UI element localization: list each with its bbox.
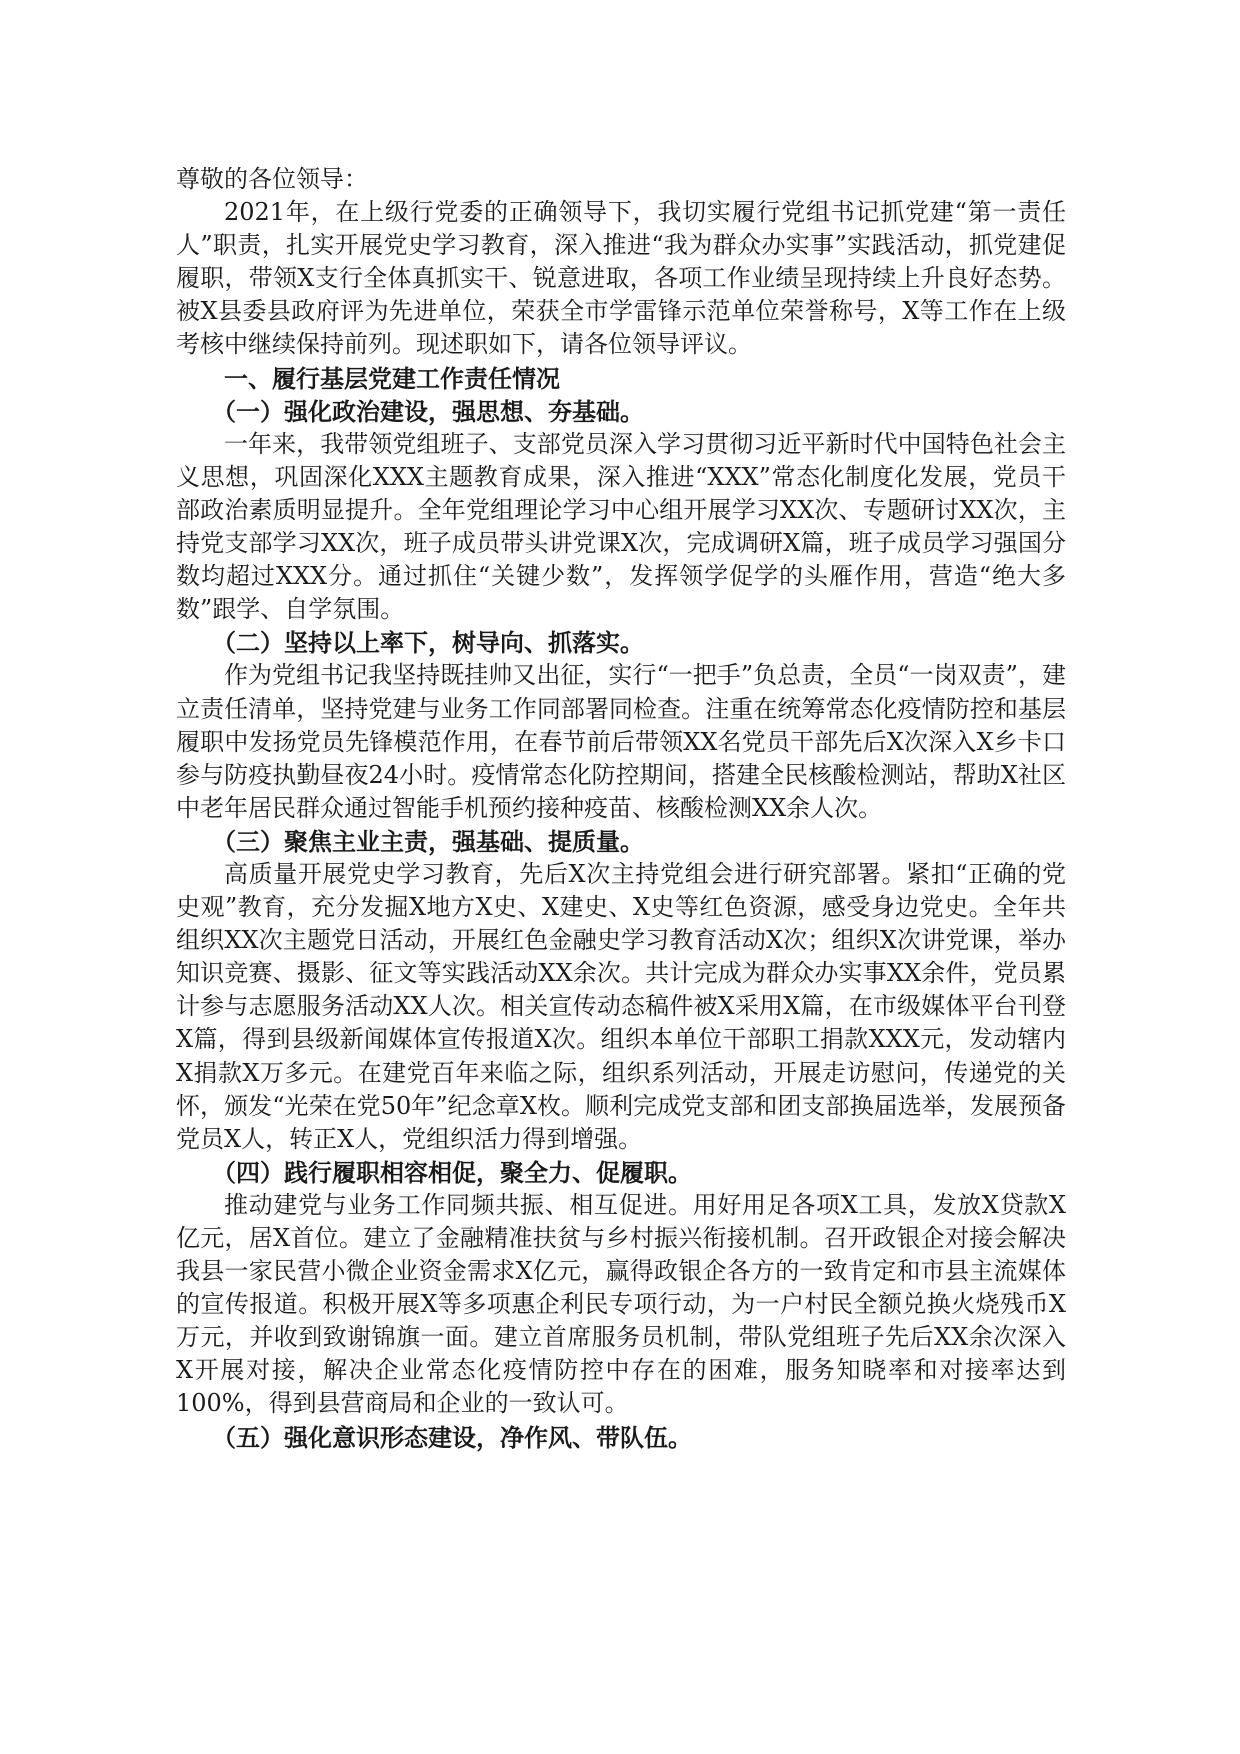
body-paragraph: 一年来，我带领党组班子、支部党员深入学习贯彻习近平新时代中国特色社会主义思想，巩固深化XXX主题教育成果，深入推进“XXX”常态化制度化发展，党员干部政治素质明显提升。全年党组理论学习中心组开展学习XX次、专题研讨XX次，主持党支部学习XX次，班子成员带头讲党课X次，完成调研X篇，班子成员学习强国分数均超过XXX分。通过抓住“关键少数”，发挥领学促学的头雁作用，营造“绝大多数”跟学、自学氛围。 bbox=[176, 429, 1066, 624]
body-paragraph: 高质量开展党史学习教育，先后X次主持党组会进行研究部署。紧扣“正确的党史观”教育，充分发掘X地方X史、X建史、X史等红色资源，感受身边党史。全年共组织XX次主题党日活动，开展红色金融史学习教育活动X次；组织X次讲党课，举办知识竞赛、摄影、征文等实践活动XX余次。共计完成为群众办实事XX余件，党员累计参与志愿服务活动XX人次。相关宣传动态稿件被X采用X篇，在市级媒体平台刊登X篇，得到县级新闻媒体宣传报道X次。组织本单位干部职工捐款XXX元，发动辖内X捐款X万多元。在建党百年来临之际，组织系列活动，开展走访慰问，传递党的关怀，颁发“光荣在党50年”纪念章X枚。顺利完成党支部和团支部换届选举，发展预备党员X人，转正X人，党组织活力得到增强。 bbox=[176, 859, 1066, 1153]
body-paragraph: 作为党组书记我坚持既挂帅又出征，实行“一把手”负总责，全员“一岗双责”，建立责任清单，坚持党建与业务工作同部署同检查。注重在统筹常态化疫情防控和基层履职中发扬党员先锋模范作用，在春节前后带领XX名党员干部先后X次深入X乡卡口参与防疫执勤昼夜24小时。疫情常态化防控期间，搭建全民核酸检测站，帮助X社区中老年居民群众通过智能手机预约接种疫苗、核酸检测XX余人次。 bbox=[176, 661, 1066, 822]
subsection-heading: （二）坚持以上率下，树导向、抓落实。 bbox=[212, 628, 644, 658]
subsection-heading: （一）强化政治建设，强思想、夯基础。 bbox=[212, 396, 644, 426]
salutation: 尊敬的各位领导： bbox=[176, 165, 368, 193]
document-page bbox=[176, 163, 1066, 1454]
body-paragraph: 推动建党与业务工作同频共振、相互促进。用好用足各项X工具，发放X贷款X亿元，居X首位。建立了金融精准扶贫与乡村振兴衔接机制。召开政银企对接会解决我县一家民营小微企业资金需求X亿元，赢得政银企各方的一致肯定和市县主流媒体的宣传报道。积极开展X等多项惠企利民专项行动，为一户村民全额兑换火烧残币X万元，并收到致谢锦旗一面。建立首席服务员机制，带队党组班子先后XX余次深入X开展对接，解决企业常态化疫情防控中存在的困难，服务知晓率和对接率达到100%，得到县营商局和企业的一致认可。 bbox=[176, 1190, 1066, 1418]
subsection-heading: （四）践行履职相容相促，聚全力、促履职。 bbox=[212, 1157, 692, 1187]
subsection-heading: （五）强化意识形态建设，净作风、带队伍。 bbox=[212, 1422, 692, 1452]
intro-paragraph: 2021年，在上级行党委的正确领导下，我切实履行党组书记抓党建“第一责任人”职责，扎实开展党史学习教育，深入推进“我为群众办实事”实践活动，抓党建促履职，带领X支行全体真抓实干、锐意进取，各项工作业绩呈现持续上升良好态势。被X县委县政府评为先进单位，荣获全市学雷锋示范单位荣誉称号，X等工作在上级考核中继续保持前列。现述职如下，请各位领导评议。 bbox=[176, 198, 1066, 359]
subsection-heading: （三）聚焦主业主责，强基础、提质量。 bbox=[212, 826, 644, 856]
section-heading: 一、履行基层党建工作责任情况 bbox=[224, 363, 560, 393]
